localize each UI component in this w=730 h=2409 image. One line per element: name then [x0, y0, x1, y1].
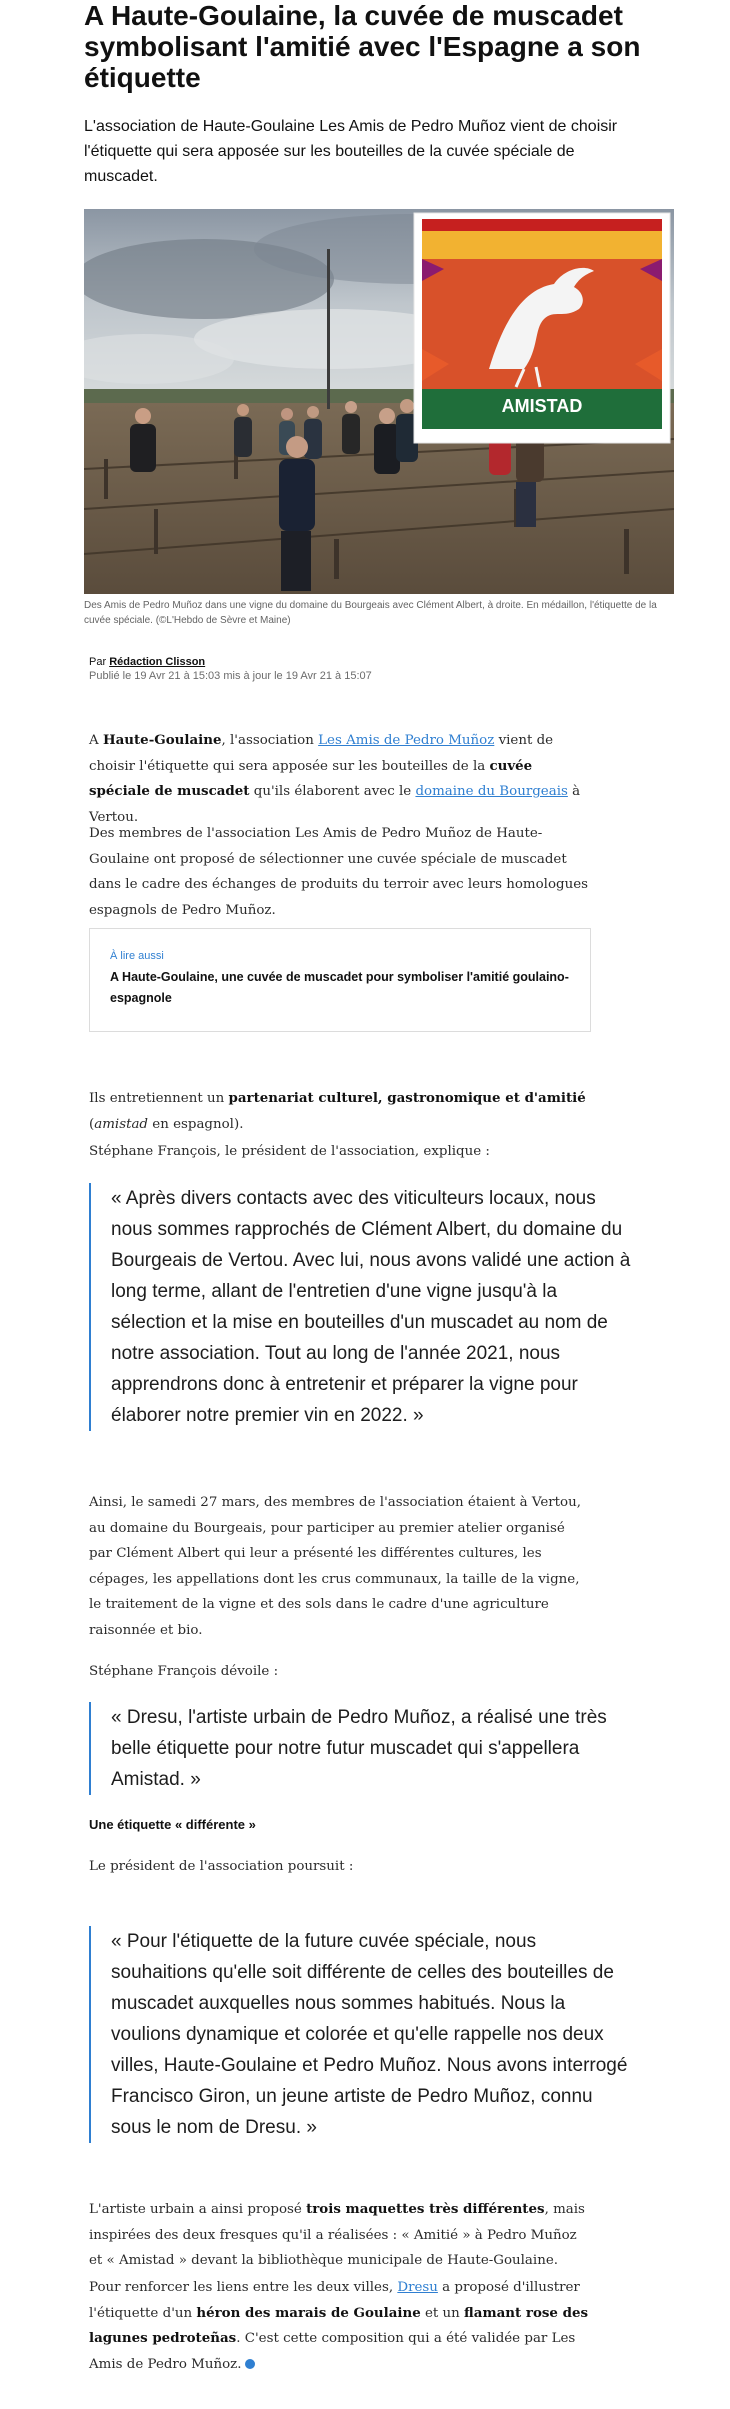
paragraph-3	[89, 1086, 591, 1137]
link-association[interactable]: Les Amis de Pedro Muñoz	[318, 733, 495, 748]
byline-prefix: Par	[89, 656, 107, 668]
article-photo[interactable]	[84, 209, 674, 594]
blockquote-2: « Dresu, l'artiste urbain de Pedro Muñoz, a réalisé une très belle étiquette pour notre futur muscadet qui s'appellera Amistad. »	[89, 1702, 631, 1795]
related-article-card[interactable]	[89, 928, 591, 1032]
text-segment: Ils entretiennent un	[89, 1091, 229, 1106]
bold-text: héron des marais de Goulaine	[196, 2304, 421, 2321]
publish-dates: Publié le 19 Avr 21 à 15:03 mis à jour le 19 Avr 21 à 15:07	[89, 670, 372, 682]
text-segment: , l'association	[221, 733, 319, 748]
text-segment: (	[89, 1116, 95, 1132]
amistad-label-inset	[422, 219, 662, 429]
paragraph-intro	[89, 728, 591, 830]
bold-text: flamant rose des lagunes pedroteñas	[89, 2304, 589, 2346]
paragraph-8	[89, 2197, 591, 2274]
paragraph-7: Le président de l'association poursuit :	[89, 1859, 354, 1874]
related-kicker: À lire aussi	[110, 950, 164, 962]
photo-caption: Des Amis de Pedro Muñoz dans une vigne du domaine du Bourgeais avec Clément Albert, à droite. En médaillon, l'étiquette de la cuvée spéciale. (©L'Hebdo de Sèvre et Maine)	[84, 600, 657, 626]
bold-text: trois maquettes très différentes	[306, 2201, 545, 2217]
italic-text: amistad	[94, 1116, 149, 1132]
text-segment: vient de choisir l'étiquette qui sera apposée sur les bouteilles de la	[89, 733, 554, 774]
text-segment: qu'ils élaborent avec le	[249, 784, 416, 799]
text-segment: , mais inspirées des deux fresques qu'il a réalisées : « Amitié » à Pedro Muñoz et « Amistad » devant la bibliothèque municipale de Haute-Goulaine.	[89, 2202, 585, 2268]
related-headline[interactable]: A Haute-Goulaine, une cuvée de muscadet pour symboliser l'amitié goulaino-espagnole	[110, 970, 569, 1005]
blockquote-1: « Après divers contacts avec des viticulteurs locaux, nous nous sommes rapprochés de Clément Albert, du domaine du Bourgeais de Vertou. Avec lui, nous avons validé une action à long terme, allant de l'entretien d'une vigne jusqu'à la sélection et la mise en bouteilles d'un muscadet au nom de notre association. Tout au long de l'année 2021, nous apprendrons donc à entretenir et préparer la vigne pour élaborer notre premier vin en 2022. »	[89, 1183, 631, 1431]
text-segment: L'artiste urbain a ainsi proposé	[89, 2202, 307, 2217]
article-end-dot-icon	[245, 2359, 255, 2369]
vineyard-photo-image	[84, 209, 674, 594]
amistad-label-text: AMISTAD	[501, 396, 583, 416]
paragraph-6: Stéphane François dévoile :	[89, 1664, 279, 1679]
text-segment: A	[89, 733, 103, 748]
link-domaine[interactable]: domaine du Bourgeais	[415, 784, 568, 799]
blockquote-3: « Pour l'étiquette de la future cuvée spéciale, nous souhaitions qu'elle soit différente de celles des bouteilles de muscadet auxquelles nous sommes habitués. Nous la voulions dynamique et colorée et qu'elle rappelle nos deux villes, Haute-Goulaine et Pedro Muñoz. Nous avons interrogé Francisco Giron, un jeune artiste de Pedro Muñoz, connu sous le nom de Dresu. »	[89, 1926, 631, 2143]
bold-text: partenariat culturel, gastronomique et d'amitié	[228, 1090, 586, 1106]
link-dresu[interactable]: Dresu	[397, 2280, 438, 2295]
byline	[89, 655, 205, 669]
bold-text: Haute-Goulaine	[102, 732, 222, 748]
paragraph-4: Stéphane François, le président de l'association, explique :	[89, 1144, 490, 1159]
author-link[interactable]: Rédaction Clisson	[109, 656, 206, 668]
text-segment: . C'est cette composition qui a été validée par Les Amis de Pedro Muñoz.	[89, 2331, 576, 2372]
paragraph-9	[89, 2275, 591, 2377]
text-segment: en espagnol).	[148, 1116, 244, 1132]
section-subheading: Une étiquette « différente »	[89, 1817, 256, 1832]
text-segment: Pour renforcer les liens entre les deux villes,	[89, 2280, 398, 2295]
text-segment: à Vertou.	[89, 784, 581, 825]
text-segment: a proposé d'illustrer l'étiquette d'un	[89, 2280, 580, 2321]
article-lede: L'association de Haute-Goulaine Les Amis de Pedro Muñoz vient de choisir l'étiquette qui sera apposée sur les bouteilles de la cuvée spéciale de muscadet.	[84, 118, 618, 185]
bold-text: cuvée spéciale de muscadet	[89, 757, 533, 799]
article-title: A Haute-Goulaine, la cuvée de muscadet symbolisant l'amitié avec l'Espagne a son étiquette	[84, 0, 641, 93]
text-segment: et un	[420, 2305, 465, 2321]
paragraph-2: Des membres de l'association Les Amis de Pedro Muñoz de Haute-Goulaine ont proposé de sélectionner une cuvée spéciale de muscadet dans le cadre des échanges de produits du terroir avec leurs homologues espagnols de Pedro Muñoz.	[89, 826, 589, 918]
paragraph-5: Ainsi, le samedi 27 mars, des membres de l'association étaient à Vertou, au domaine du Bourgeais, pour participer au premier atelier organisé par Clément Albert qui leur a présenté les différentes cultures, les cépages, les appellations dont les crus communaux, la taille de la vigne, le traitement de la vigne et des sols dans le cadre d'une agriculture raisonnée et bio.	[89, 1495, 581, 1638]
